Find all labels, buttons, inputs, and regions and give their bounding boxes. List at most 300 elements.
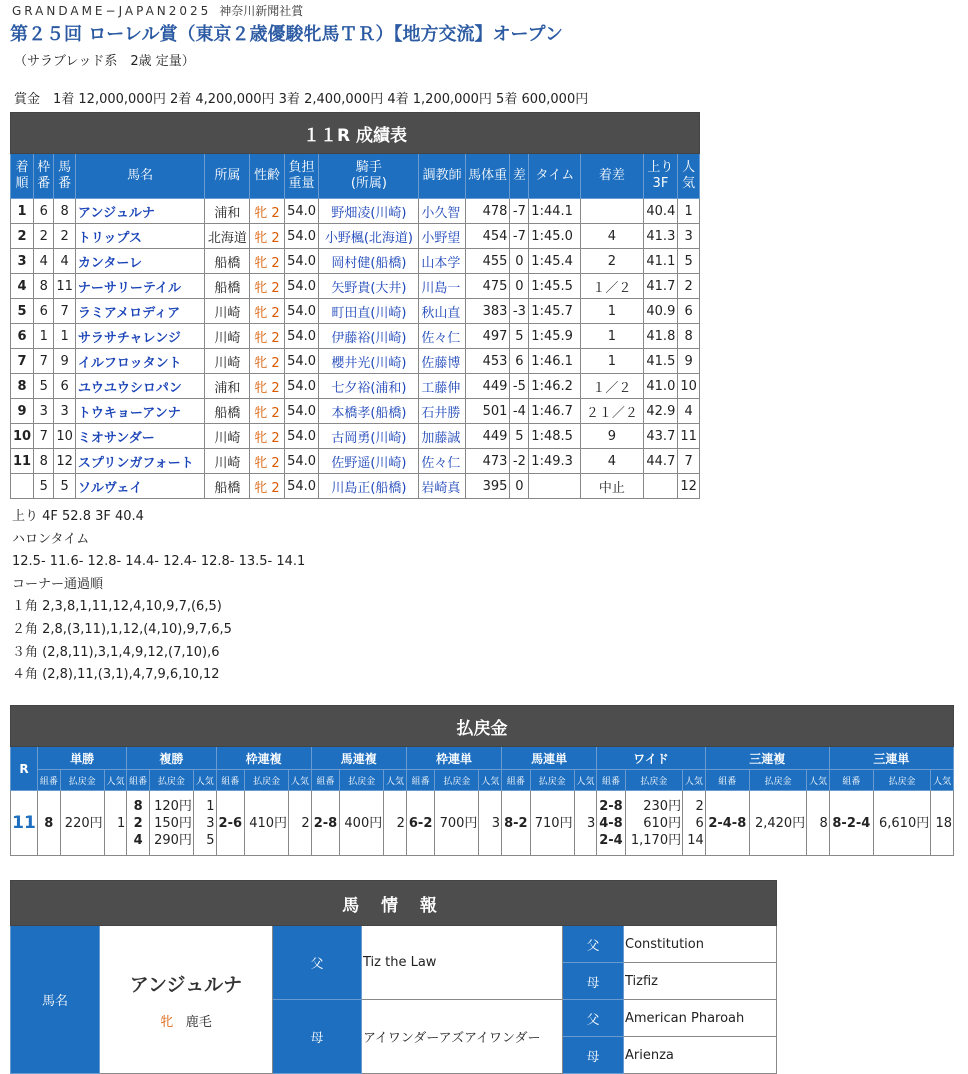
payout-sub-combo: 組番 [705,770,749,791]
cell-body-weight [465,299,510,324]
cell-umaban [54,199,76,224]
wide-pay [625,791,682,856]
cell-horse-name[interactable] [75,474,205,499]
time-text: 1:45.9 [531,328,573,344]
horse-name-text[interactable]: アンジュルナ [77,205,155,221]
cell-weight [284,374,319,399]
time-text: 1:46.2 [531,378,573,394]
cell-jockey[interactable] [319,424,419,449]
jockey-text[interactable]: 町田直(川崎) [331,305,407,321]
cell-umaban [54,449,76,474]
agari-3f-text: 43.7 [646,428,676,444]
rank-text: 8 [17,378,27,394]
cell-jockey[interactable] [319,274,419,299]
cell-horse-name[interactable] [75,399,205,424]
cell-horse-name[interactable] [75,299,205,324]
fukusho-combo-1: 8 [133,798,143,814]
dam-sire-name: American Pharoah [624,1000,777,1037]
cell-jockey[interactable] [319,224,419,249]
col-agari: 上り 3F [643,154,678,199]
cell-trainer[interactable] [419,424,466,449]
cell-trainer[interactable] [419,474,466,499]
agari-3f-text: 41.3 [646,228,676,244]
cell-body-weight [465,274,510,299]
payout-sub-pay: 払戻金 [340,770,384,791]
dam-sire-label: 父 [563,1000,624,1037]
result-row [11,374,700,399]
jockey-text[interactable]: 古岡勇(川崎) [331,430,407,446]
cell-jockey[interactable] [319,399,419,424]
cell-jockey[interactable] [319,374,419,399]
umaren-fuku-combo: 2-8 [311,791,340,856]
horse-name-text[interactable]: ミオサンダー [77,430,155,446]
agari-3f-text: 40.9 [646,303,676,319]
results-table [10,112,700,499]
col-trainer: 調教師 [419,154,466,199]
cell-sex-age [250,374,284,399]
jockey-text[interactable]: 岡村健(船橋) [331,255,407,271]
cell-weight-diff [510,249,529,274]
affiliation-text: 船橋 [214,255,241,271]
waku-text: 6 [39,203,48,219]
result-row [11,399,700,424]
weight-diff-text: 5 [515,328,524,344]
type-sanren-tan: 三連単 [829,747,953,770]
umaban-text: 12 [56,453,73,469]
cell-trainer[interactable] [419,274,466,299]
affiliation-text: 船橋 [214,405,241,421]
trainer-text[interactable]: 小野望 [421,230,461,246]
weight-text: 54.0 [287,453,317,469]
cell-trainer[interactable] [419,374,466,399]
payout-sub-pop: 人気 [479,770,502,791]
cell-rank [11,349,34,374]
type-fukusho: 複勝 [127,747,216,770]
horse-name-text[interactable]: ユウユウシロパン [77,380,182,396]
popularity-text: 10 [680,378,697,394]
umaban-text: 4 [60,253,69,269]
sanren-tan-pay: 6,610円 [873,791,930,856]
weight-diff-text: 5 [515,428,524,444]
cell-agari-3f [643,249,678,274]
affiliation-text: 浦和 [214,205,241,221]
cell-margin [581,274,643,299]
sex-age-text: 牝 2 [254,480,280,496]
cell-margin [581,349,643,374]
cell-umaban [54,224,76,249]
body-weight-text: 395 [482,478,508,494]
cell-weight [284,399,319,424]
cell-time [529,274,581,299]
horse-name-text[interactable]: ラミアメロディア [77,305,181,321]
horse-name-text[interactable]: トウキョーアンナ [77,405,181,421]
margin-text: １／２ [592,280,632,296]
weight-text: 54.0 [287,303,317,319]
umaban-text: 5 [60,478,69,494]
popularity-text: 1 [684,203,693,219]
trainer-text[interactable]: 石井勝 [421,405,461,421]
margin-text: ２１／２ [585,405,638,421]
result-row [11,274,700,299]
jockey-text[interactable]: 矢野貴(大井) [331,280,407,296]
weight-diff-text: 0 [515,478,524,494]
cell-horse-name[interactable] [75,324,205,349]
corner-4: ４角 (2,8),11,(3,1),4,7,9,6,10,12 [12,667,220,683]
fukusho-combo-3: 4 [133,832,143,848]
payout-sub-pay: 払戻金 [873,770,930,791]
result-row [11,249,700,274]
cell-sex-age [250,299,284,324]
payout-sub-pay: 払戻金 [625,770,682,791]
horse-name-text[interactable]: サラサチャレンジ [77,330,181,346]
result-row [11,349,700,374]
rank-text: 5 [17,303,27,319]
cell-horse-name[interactable] [75,374,205,399]
horse-name-text[interactable]: スプリンガフォート [77,455,194,471]
cell-jockey[interactable] [319,324,419,349]
cell-waku [34,199,54,224]
cell-body-weight [465,249,510,274]
fukusho-pop-2: 3 [206,815,215,831]
col-jockey: 騎手 (所属) [319,154,419,199]
cell-affiliation [205,299,250,324]
time-text: 1:46.1 [531,353,573,369]
wide-combo [597,791,626,856]
agari-3f-text: 41.8 [646,328,676,344]
cell-weight [284,449,319,474]
cell-waku [34,424,54,449]
corner-2: ２角 2,8,(3,11),1,12,(4,10),9,7,6,5 [12,621,232,637]
payout-sub-pop: 人気 [574,770,597,791]
cell-margin [581,249,643,274]
cell-jockey[interactable] [319,249,419,274]
popularity-text: 6 [684,303,693,319]
cell-umaban [54,424,76,449]
col-diff: 差 [510,154,529,199]
jockey-text[interactable]: 野畑凌(川崎) [331,205,407,221]
cell-popularity [678,399,700,424]
cell-weight [284,224,319,249]
waku-text: 7 [39,428,48,444]
sire-label: 父 [273,926,362,1000]
trainer-text[interactable]: 佐々仁 [421,455,461,471]
wakuren-tan-combo: 6-2 [406,791,435,856]
wakuren-fuku-pay: 410円 [245,791,289,856]
jockey-text[interactable]: 七夕裕(浦和) [331,380,407,396]
sire-sire-name: Constitution [624,926,777,963]
sire-sire-label: 父 [563,926,624,963]
sex-age-text: 牝 2 [254,305,280,321]
cell-time [529,449,581,474]
cell-jockey[interactable] [319,199,419,224]
weight-text: 54.0 [287,353,317,369]
cell-umaban [54,249,76,274]
cell-jockey[interactable] [319,449,419,474]
payout-sub-combo: 組番 [406,770,435,791]
col-affil: 所属 [205,154,250,199]
agari-3f-text: 41.0 [646,378,676,394]
cell-time [529,224,581,249]
umaren-tan-pop: 3 [574,791,597,856]
trainer-text[interactable]: 工藤伸 [421,380,461,396]
cell-time [529,199,581,224]
margin-text: 9 [607,428,617,444]
wide-pop-3: 14 [687,832,704,848]
cell-agari-3f [643,274,678,299]
fukusho-pay-1: 120円 [154,798,192,814]
cell-sex-age [250,474,284,499]
body-weight-text: 449 [482,378,508,394]
rank-text: 9 [17,403,27,419]
result-row [11,224,700,249]
fukusho-combo-2: 2 [133,815,143,831]
cell-weight [284,274,319,299]
umaban-text: 7 [60,303,69,319]
cell-affiliation [205,374,250,399]
waku-text: 1 [39,328,48,344]
sanren-fuku-pop: 8 [807,791,830,856]
cell-popularity [678,474,700,499]
cell-trainer[interactable] [419,449,466,474]
cell-trainer[interactable] [419,299,466,324]
payout-r-header: R [11,747,38,791]
cell-horse-name[interactable] [75,274,205,299]
cell-rank [11,199,34,224]
payout-sub-combo: 組番 [311,770,340,791]
payout-type-row [11,747,954,770]
corner-label: コーナー通過順 [12,576,104,592]
type-tansho: 単勝 [38,747,127,770]
cell-horse-name[interactable] [75,249,205,274]
payout-sub-pay: 払戻金 [530,770,574,791]
popularity-text: 7 [684,453,693,469]
cell-jockey[interactable] [319,299,419,324]
affiliation-text: 川崎 [214,430,241,446]
cell-time [529,374,581,399]
weight-text: 54.0 [287,328,317,344]
margin-text: 4 [607,228,617,244]
body-weight-text: 454 [482,228,508,244]
jockey-text[interactable]: 櫻井光(川崎) [331,355,407,371]
popularity-text: 11 [680,428,697,444]
affiliation-text: 川崎 [214,355,241,371]
cell-waku [34,349,54,374]
popularity-text: 8 [684,328,693,344]
cell-margin [581,299,643,324]
umaban-text: 6 [60,378,69,394]
payout-sub-pop: 人気 [384,770,407,791]
cell-horse-name[interactable] [75,424,205,449]
horse-name: アンジュルナ [129,973,243,996]
race-title: 第２５回 ローレル賞（東京２歳優駿牝馬ＴＲ）【地方交流】オープン [10,24,563,45]
umaren-fuku-pay: 400円 [340,791,384,856]
body-weight-text: 453 [482,353,508,369]
cell-trainer[interactable] [419,249,466,274]
jockey-text[interactable]: 佐野遥(川崎) [331,455,407,471]
jockey-text[interactable]: 伊藤裕(川崎) [331,330,407,346]
cell-horse-name[interactable] [75,224,205,249]
cell-agari-3f [643,324,678,349]
result-row [11,199,700,224]
body-weight-text: 449 [482,428,508,444]
margin-text: 1 [607,353,617,369]
cell-affiliation [205,249,250,274]
cell-rank [11,374,34,399]
cell-weight-diff [510,449,529,474]
cell-trainer[interactable] [419,324,466,349]
sex-age-text: 牝 2 [254,230,280,246]
weight-text: 54.0 [287,278,317,294]
wide-pop-1: 2 [695,798,704,814]
umaren-tan-pay: 710円 [530,791,574,856]
sanren-tan-pop: 18 [931,791,954,856]
furlong-label: ハロンタイム [12,531,90,547]
cell-agari-3f [643,299,678,324]
rank-text: 2 [17,228,27,244]
horse-name-text[interactable]: ソルヴェイ [77,480,143,496]
cell-margin [581,399,643,424]
umaren-fuku-pop: 2 [384,791,407,856]
sex-age-text: 牝 2 [254,380,280,396]
cell-weight [284,324,319,349]
fukusho-pop-3: 5 [206,832,215,848]
popularity-text: 4 [684,403,693,419]
result-row [11,424,700,449]
cell-popularity [678,274,700,299]
payout-sub-pay: 払戻金 [245,770,289,791]
margin-text: 1 [607,328,617,344]
affiliation-text: 船橋 [214,280,241,296]
trainer-text[interactable]: 小久智 [421,205,461,221]
horse-name-text[interactable]: トリップス [77,230,142,246]
sanren-fuku-combo: 2-4-8 [705,791,749,856]
site-header [12,2,303,19]
payout-sub-pop: 人気 [931,770,954,791]
cell-trainer[interactable] [419,349,466,374]
wakuren-tan-pay: 700円 [435,791,479,856]
cell-rank [11,224,34,249]
payout-sub-combo: 組番 [216,770,245,791]
waku-text: 7 [39,353,48,369]
dam-dam-label: 母 [563,1037,624,1074]
cell-trainer[interactable] [419,224,466,249]
sex-age-text: 牝 2 [254,330,280,346]
payout-sub-pop: 人気 [193,770,216,791]
trainer-text[interactable]: 秋山直 [421,305,461,321]
horse-name-text[interactable]: カンターレ [77,255,143,271]
weight-text: 54.0 [287,228,317,244]
horse-coat-color: 鹿毛 [185,1014,212,1030]
cell-weight [284,299,319,324]
rank-text: 10 [13,428,32,444]
horse-name-text[interactable]: ナーサリーテイル [77,280,182,296]
cell-popularity [678,249,700,274]
cell-horse-name[interactable] [75,449,205,474]
col-pop: 人 気 [678,154,700,199]
cell-horse-name[interactable] [75,349,205,374]
payout-sub-pay: 払戻金 [60,770,104,791]
cell-jockey[interactable] [319,474,419,499]
cell-trainer[interactable] [419,199,466,224]
cell-waku [34,449,54,474]
furlong-times: 12.5- 11.6- 12.8- 14.4- 12.4- 12.8- 13.5- 14.1 [12,554,306,570]
jockey-text[interactable]: 川島正(船橋) [331,480,407,496]
weight-diff-text: 6 [515,353,524,369]
umaban-text: 11 [56,278,73,294]
cell-popularity [678,424,700,449]
popularity-text: 3 [684,228,693,244]
wide-combo-1: 2-8 [599,798,623,814]
waku-text: 3 [39,403,48,419]
umaban-text: 2 [60,228,69,244]
trainer-text[interactable]: 川島一 [421,280,461,296]
rank-text: 6 [17,328,27,344]
results-header-row [11,154,700,199]
wide-pop-2: 6 [695,815,704,831]
cell-horse-name[interactable] [75,199,205,224]
umaban-text: 3 [60,403,69,419]
trainer-text[interactable]: 加藤誠 [421,430,461,446]
sire-dam-label: 母 [563,963,624,1000]
agari-3f-text: 40.4 [646,203,676,219]
corner-3: ３角 (2,8,11),3,1,4,9,12,(7,10),6 [12,644,220,660]
wide-pay-2: 610円 [643,815,682,831]
cell-rank [11,424,34,449]
umaban-text: 8 [60,203,69,219]
cell-body-weight [465,349,510,374]
cell-sex-age [250,274,284,299]
weight-diff-text: -7 [512,228,526,244]
cell-margin [581,224,643,249]
cell-weight-diff [510,324,529,349]
umaren-tan-combo: 8-2 [502,791,531,856]
brand-text: GRANDAME−JAPAN2025 [12,4,212,18]
popularity-text: 9 [684,353,693,369]
cell-margin [581,199,643,224]
trainer-text[interactable]: 山本学 [421,255,461,271]
cell-sex-age [250,199,284,224]
cell-rank [11,474,34,499]
waku-text: 6 [39,303,48,319]
payout-sub-pay: 払戻金 [435,770,479,791]
cell-trainer[interactable] [419,399,466,424]
cell-popularity [678,374,700,399]
payout-row [11,791,954,856]
cell-waku [34,474,54,499]
sire-name: Tiz the Law [362,926,563,1000]
affiliation-text: 川崎 [214,305,241,321]
sex-age-text: 牝 2 [254,280,280,296]
affiliation-text: 船橋 [214,480,241,496]
body-weight-text: 383 [482,303,508,319]
trainer-text[interactable]: 佐々仁 [421,330,461,346]
trainer-text[interactable]: 佐藤博 [421,355,461,371]
cell-weight-diff [510,349,529,374]
race-subtitle: （サラブレッド系 2歳 定量） [14,54,195,69]
horse-name-text[interactable]: イルフロッタント [77,355,182,371]
rank-text: 11 [13,453,32,469]
trainer-text[interactable]: 岩崎真 [421,480,461,496]
cell-waku [34,249,54,274]
jockey-text[interactable]: 本橋孝(船橋) [331,405,407,421]
cell-agari-3f [643,374,678,399]
dam-name: アイワンダーアズアイワンダー [362,1000,563,1074]
cell-body-weight [465,324,510,349]
payout-sub-pop: 人気 [104,770,127,791]
jockey-text[interactable]: 小野楓(北海道) [324,230,413,246]
cell-jockey[interactable] [319,349,419,374]
horse-name-label: 馬名 [11,926,100,1074]
